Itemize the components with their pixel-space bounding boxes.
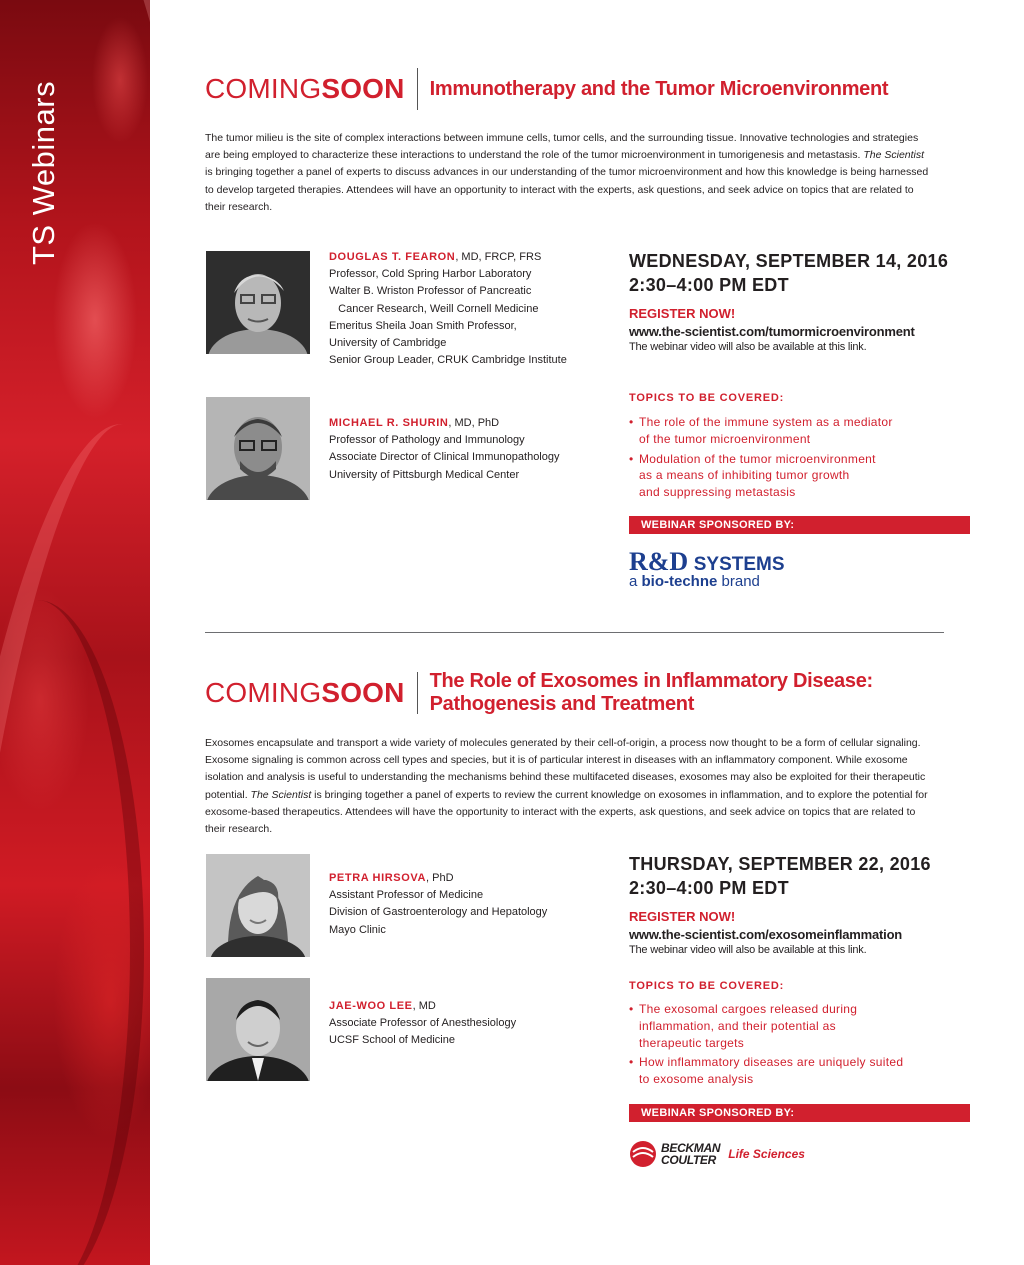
webinar-1-intro: The tumor milieu is the site of complex interactions between immune cells, tumor cells, and the surrounding tissue. Innovative technologies and strategies are being employed to characterize these interactions to understand the role of the tumor microenvironment in tumorigenesis and metastasis. The Scientist is bringing together a panel of experts to discuss advances in our understanding of the tumor microenvironment and how this knowledge is being harnessed to develop targeted therapies. Attendees will have an opportunity to interact with the experts, ask questions, and seek advice on topics that are related to their research. — [205, 132, 929, 213]
topic-item: • How inflammatory diseases are uniquely suited to exosome analysis — [629, 1055, 904, 1087]
speaker-degrees: , MD — [412, 1000, 436, 1012]
webinar-2-datetime — [629, 852, 931, 900]
topic-item: • Modulation of the tumor microenvironment as a means of inhibiting tumor growth and suppressing metastasis — [629, 451, 876, 500]
speaker-shurin — [329, 415, 560, 484]
webinar-1-header — [205, 68, 888, 110]
webinar-2-header — [205, 670, 873, 716]
speaker-degrees: , MD, PhD — [448, 417, 500, 429]
topics-heading: TOPICS TO BE COVERED: — [629, 392, 785, 404]
speaker-affiliation: Assistant Professor of Medicine — [329, 889, 484, 902]
speaker-name: MICHAEL R. SHURIN — [329, 417, 449, 429]
speaker-affiliation: Associate Professor of Anesthesiology — [329, 1017, 517, 1030]
beckman-coulter-mark-icon — [629, 1140, 657, 1168]
availability-note: The webinar video will also be available at this link. — [629, 341, 867, 353]
speaker-affiliation: University of Pittsburgh Medical Center — [329, 468, 520, 481]
speaker-degrees: , PhD — [426, 872, 454, 884]
webinar-1-datetime — [629, 249, 948, 297]
availability-note: The webinar video will also be available at this link. — [629, 944, 867, 956]
webinar-time: 2:30–4:00 PM EDT — [629, 878, 789, 898]
rnd-systems-logo: R&D SYSTEMS a bio-techne brand — [629, 547, 785, 590]
register-now-link[interactable]: REGISTER NOW! — [629, 909, 736, 924]
webinar-2-topics — [629, 1001, 959, 1091]
speaker-fearon — [329, 249, 567, 369]
speaker-affiliation: Walter B. Wriston Professor of Pancreatic — [329, 285, 532, 298]
speaker-lee — [329, 998, 516, 1050]
decorative-sidebar — [0, 0, 150, 1265]
webinar-2-intro: Exosomes encapsulate and transport a wide variety of molecules generated by their cell-of-origin, a process now thought to be a form of cellular signaling. Exosome signaling is common across cell types and species, but it is of particular interest in diseases with an inflammatory component. While exosome isolation and analysis is useful to understanding the mechanisms behind these multifaceted diseases, exosomes may also be exploited for their therapeutic potential. The Scientist is bringing together a panel of experts to review the current knowledge on exosomes in inflammation, and to explore the potential for exosome-based therapeutics. Attendees will have the opportunity to interact with the experts, ask questions, and seek advice on topics that are related to their research. — [205, 737, 928, 836]
topic-item: • The role of the immune system as a mediator of the tumor microenvironment — [629, 415, 893, 446]
beckman-coulter-logo: BECKMAN COULTER Life Sciences — [629, 1140, 805, 1168]
topics-heading: TOPICS TO BE COVERED: — [629, 980, 785, 992]
webinar-date: WEDNESDAY, SEPTEMBER 14, 2016 — [629, 251, 949, 271]
speaker-affiliation: Associate Director of Clinical Immunopathology — [329, 451, 560, 464]
registration-url-link[interactable]: www.the-scientist.com/tumormicroenvironment — [629, 324, 915, 339]
speaker-affiliation: Mayo Clinic — [329, 923, 386, 936]
speaker-photo-lee — [206, 978, 310, 1081]
sponsor-bar: WEBINAR SPONSORED BY: — [629, 1104, 970, 1122]
speaker-photo-shurin — [206, 397, 310, 500]
speaker-affiliation: UCSF School of Medicine — [329, 1034, 455, 1047]
webinar-date: THURSDAY, SEPTEMBER 22, 2016 — [629, 854, 931, 874]
webinar-1-topics — [629, 414, 959, 504]
speaker-photo-hirsova — [206, 854, 310, 957]
registration-url-link[interactable]: www.the-scientist.com/exosomeinflammation — [629, 927, 903, 942]
webinar-time: 2:30–4:00 PM EDT — [629, 275, 789, 295]
speaker-affiliation: University of Cambridge — [329, 337, 447, 350]
sidebar-title: TS Webinars — [26, 80, 61, 265]
webinar-2-title: The Role of Exosomes in Inflammatory Disease: Pathogenesis and Treatment — [429, 670, 873, 715]
coming-soon-label: COMINGSOON — [205, 73, 405, 104]
header-divider — [417, 68, 418, 110]
speaker-name: DOUGLAS T. FEARON — [329, 251, 456, 263]
section-divider — [205, 632, 944, 633]
sponsor-bar: WEBINAR SPONSORED BY: — [629, 516, 970, 534]
speaker-affiliation: Professor of Pathology and Immunology — [329, 434, 525, 447]
speaker-name: PETRA HIRSOVA — [329, 872, 427, 884]
topic-item: • The exosomal cargoes released during inflammation, and their potential as therapeutic targets — [629, 1002, 858, 1050]
speaker-affiliation: Senior Group Leader, CRUK Cambridge Institute — [329, 354, 567, 367]
speaker-affiliation: Division of Gastroenterology and Hepatology — [329, 906, 548, 919]
speaker-photo-fearon — [206, 251, 310, 354]
webinar-1-title: Immunotherapy and the Tumor Microenvironment — [429, 77, 889, 100]
speaker-affiliation: Emeritus Sheila Joan Smith Professor, — [329, 319, 517, 332]
speaker-name: JAE-WOO LEE — [329, 1000, 413, 1012]
register-now-link[interactable]: REGISTER NOW! — [629, 306, 736, 321]
speaker-affiliation: Cancer Research, Weill Cornell Medicine — [329, 302, 539, 315]
speaker-degrees: , MD, FRCP, FRS — [455, 251, 542, 263]
coming-soon-label: COMINGSOON — [205, 677, 405, 708]
header-divider — [417, 672, 418, 714]
speaker-hirsova — [329, 870, 547, 939]
speaker-affiliation: Professor, Cold Spring Harbor Laboratory — [329, 268, 532, 281]
